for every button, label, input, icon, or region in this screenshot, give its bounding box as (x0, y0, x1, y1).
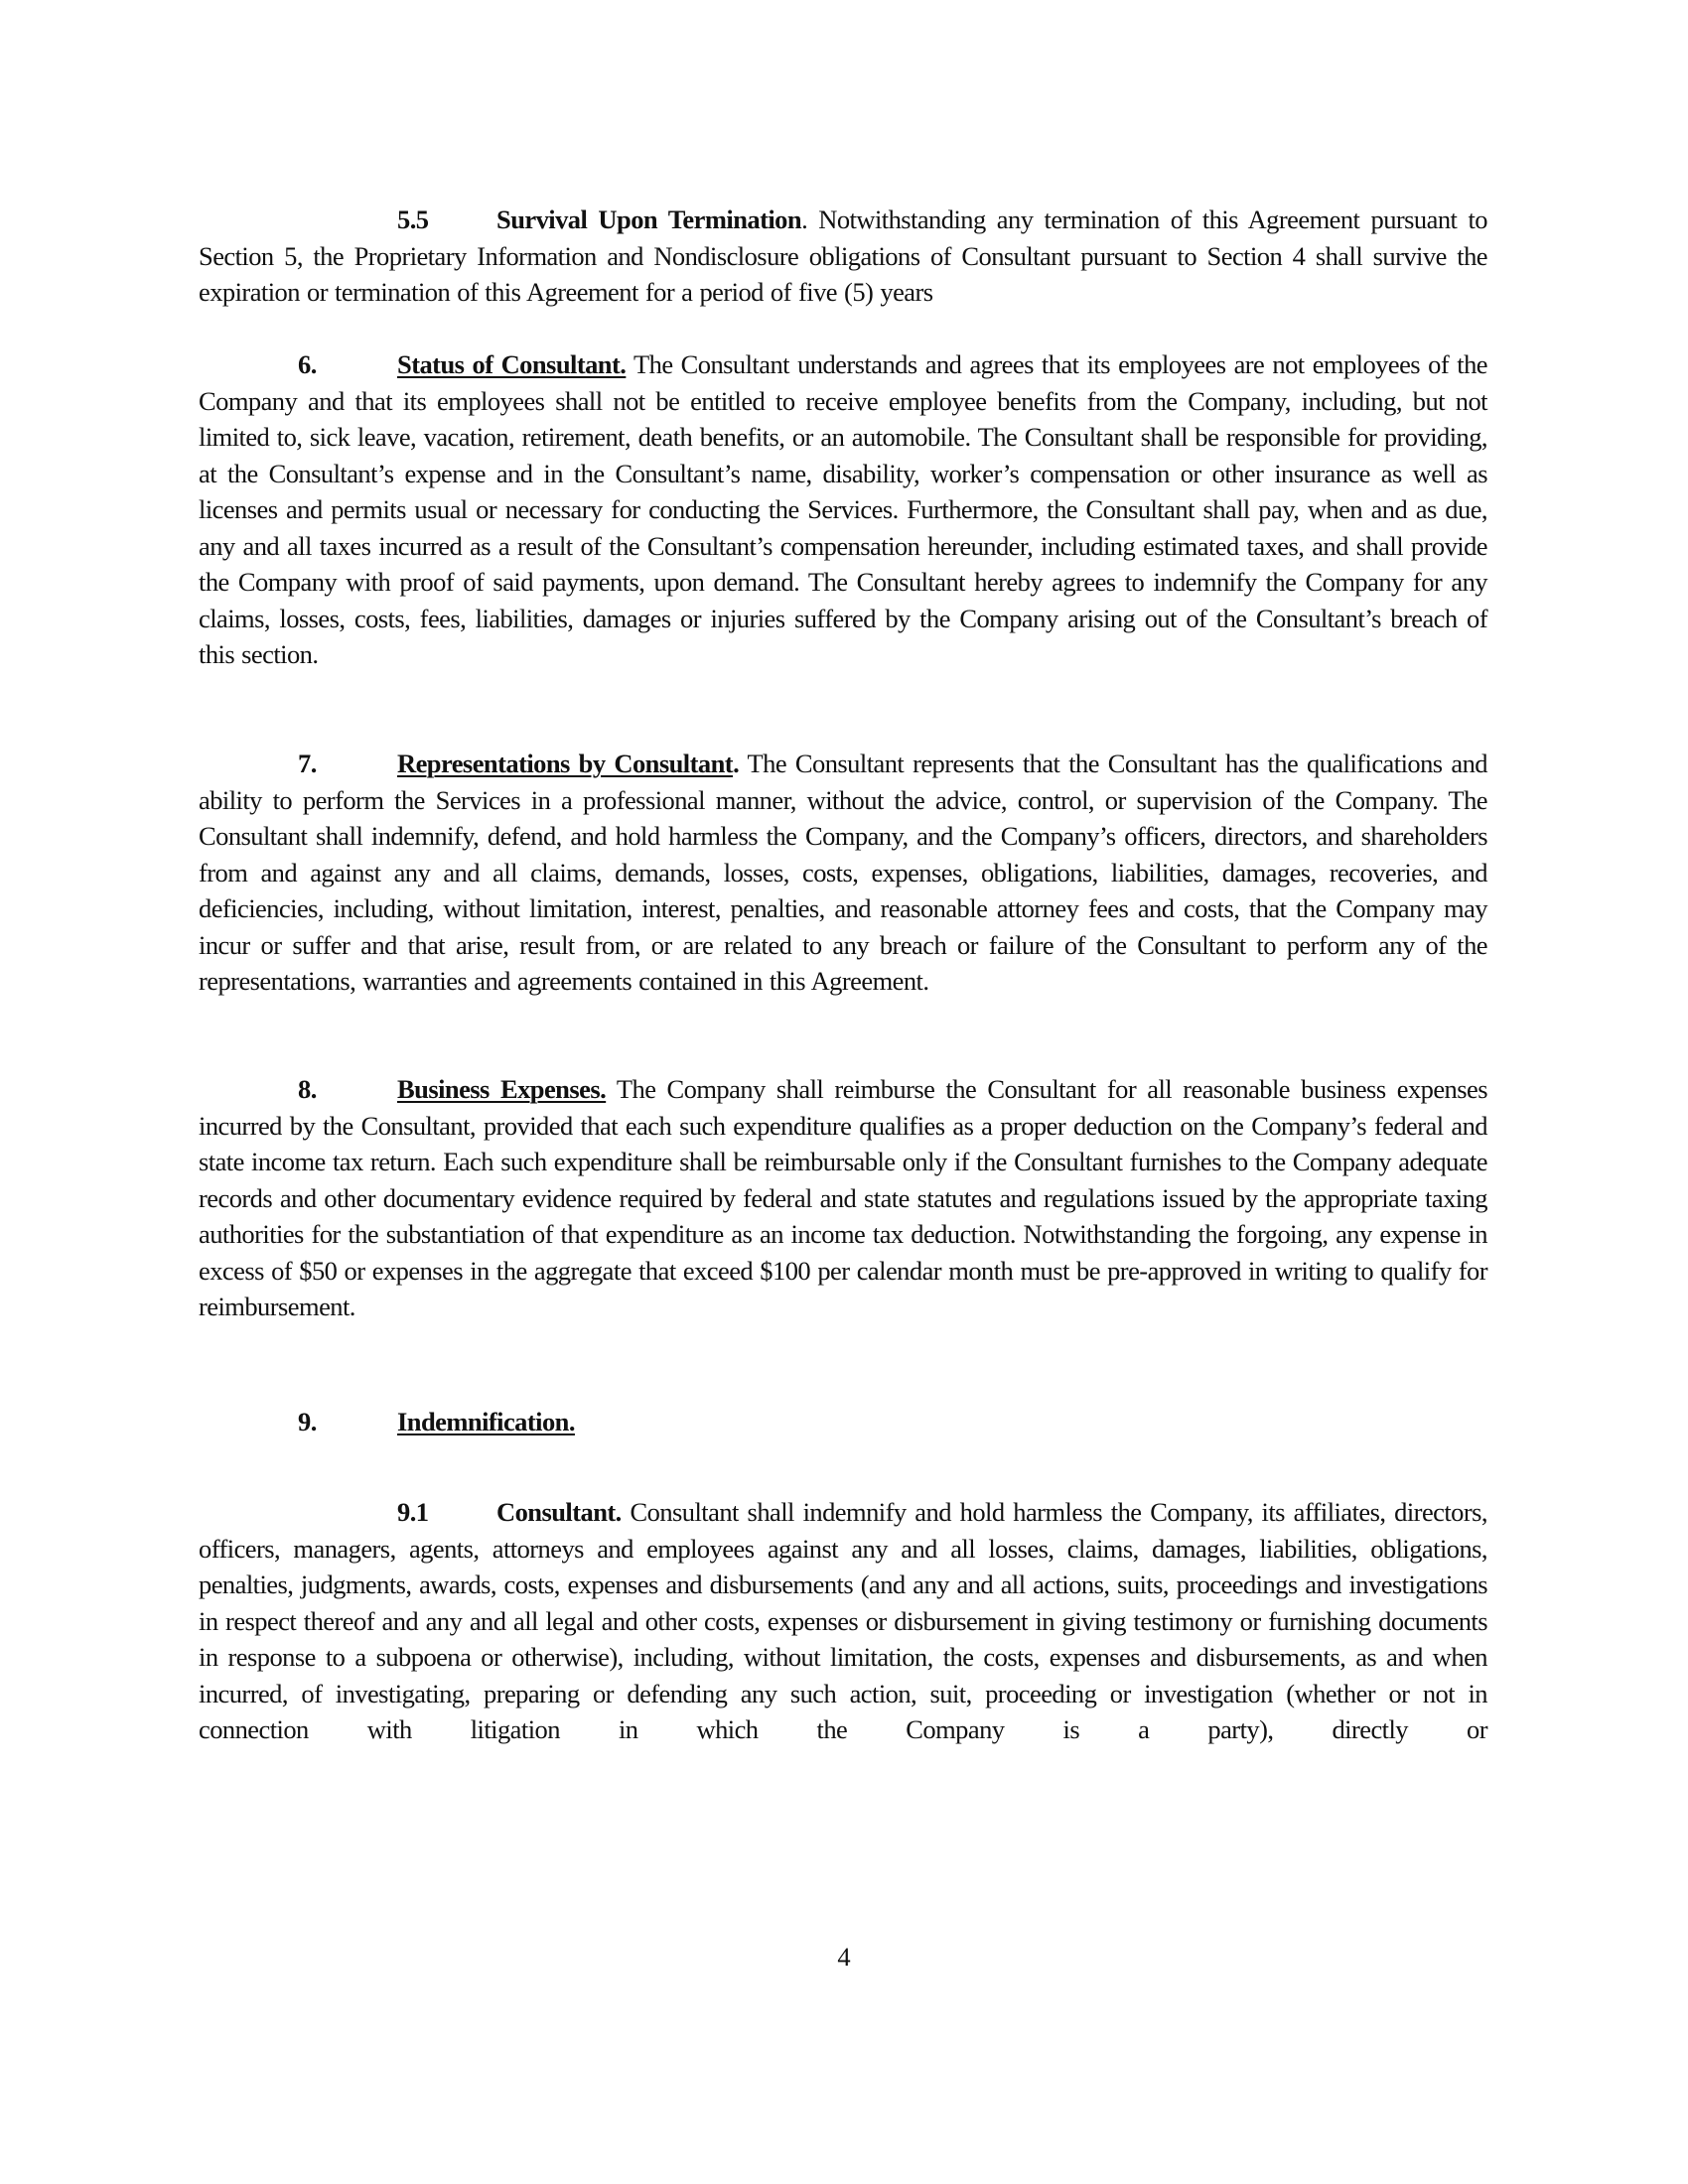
section-number: 9. (298, 1407, 317, 1436)
section-number: 9.1 (397, 1497, 429, 1527)
section-body: The Consultant understands and agrees that its employees are not employees of the Company and that its employees shall not be entitled to receive employee benefits from the Company, including, but not limited to, sick leave, vacation, retirement, death benefits, or an automobile. The Consultant shall be responsible for providing, at the Consultant’s expense and in the Consultant’s name, disability, worker’s compensation or other insurance as well as licenses and permits usual or necessary for conducting the Services. Furthermore, the Consultant shall pay, when and as due, any and all taxes incurred as a result of the Consultant’s compensation hereunder, including estimated taxes, and shall provide the Company with proof of said payments, upon demand. The Consultant hereby agrees to indemnify the Company for any claims, losses, costs, fees, liabilities, damages or injuries suffered by the Company arising out of the Consultant’s breach of this section. (199, 349, 1487, 669)
section-body: Consultant shall indemnify and hold harmless the Company, its affiliates, directors, officers, managers, agents, attorneys and employees against any and all losses, claims, damages, liabilities, obligations, penalties, judgments, awards, costs, expenses and disbursements (and any and all actions, suits, proceedings and investigations in respect thereof and any and all legal and other costs, expenses or disbursement in giving testimony or furnishing documents in response to a subpoena or otherwise), including, without limitation, the costs, expenses and disbursements, as and when incurred, of investigating, preparing or defending any such action, suit, proceeding or investigation (whether or not in connection with litigation in which the Company is a party), directly or (199, 1497, 1487, 1744)
heading-punctuation: . (733, 749, 740, 778)
section-number: 8. (298, 1074, 317, 1104)
page-number: 4 (837, 1942, 851, 1972)
section-heading: Consultant. (496, 1497, 622, 1527)
heading-punctuation: . (801, 205, 808, 234)
section-number: 5.5 (397, 205, 429, 234)
section-body: The Consultant represents that the Consultant has the qualifications and ability to perform the Services in a professional manner, without the advice, control, or supervision of the Company. The Consultant shall indemnify, defend, and hold harmless the Company, and the Company’s officers, directors, and shareholders from and against any and all claims, demands, losses, costs, expenses, obligations, liabilities, damages, recoveries, and deficiencies, including, without limitation, interest, penalties, and reasonable attorney fees and costs, that the Company may incur or suffer and that arise, result from, or are related to any breach or failure of the Consultant to perform any of the representations, warranties and agreements contained in this Agreement. (199, 749, 1487, 996)
section-heading: Status of Consultant. (397, 349, 627, 379)
section-number: 7. (298, 749, 317, 778)
section-8-business-expenses (199, 1071, 1487, 1325)
section-heading: Survival Upon Termination (496, 205, 802, 234)
section-6-status-of-consultant (199, 346, 1487, 673)
section-body: Notwithstanding any termination of this Agreement pursuant to Section 5, the Proprietary Information and Nondisclosure obligations of Consultant pursuant to Section 4 shall survive the expiration or termination of this Agreement for a period of five (5) years (199, 205, 1487, 307)
section-heading: Representations by Consultant (397, 749, 734, 778)
section-body: The Company shall reimburse the Consultant for all reasonable business expenses incurred by the Consultant, provided that each such expenditure qualifies as a proper deduction on the Company’s federal and state income tax return. Each such expenditure shall be reimbursable only if the Consultant furnishes to the Company adequate records and other documentary evidence required by federal and state statutes and regulations issued by the appropriate taxing authorities for the substantiation of that expenditure as an income tax deduction. Notwithstanding the forgoing, any expense in excess of $50 or expenses in the aggregate that exceed $100 per calendar month must be pre-approved in writing to qualify for reimbursement. (199, 1074, 1487, 1321)
section-7-representations-by-consultant (199, 746, 1487, 1000)
section-5-5-survival-upon-termination (199, 202, 1487, 311)
section-heading: Business Expenses. (397, 1074, 607, 1104)
section-9-indemnification (199, 1404, 1487, 1440)
section-9-1-consultant (199, 1494, 1487, 1748)
section-heading: Indemnification. (397, 1407, 575, 1436)
section-number: 6. (298, 349, 317, 379)
